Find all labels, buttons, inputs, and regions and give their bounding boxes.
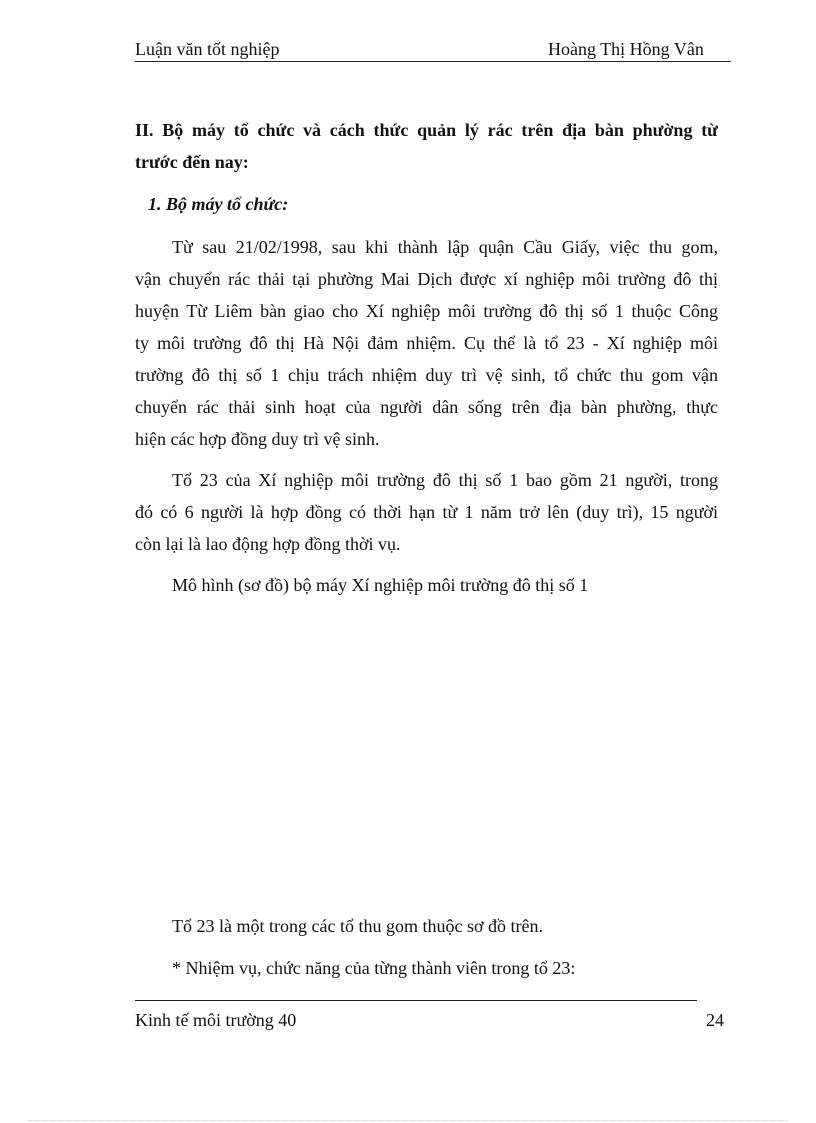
page-number: 24 [706, 1010, 724, 1030]
paragraph-3: Tổ 23 là một trong các tổ thu gom thuộc sơ đồ trên. [172, 916, 543, 936]
footer-course-label: Kinh tế môi trường 40 [135, 1010, 297, 1030]
paragraph-1-line-3: huyện Từ Liêm bàn giao cho Xí nghiệp môi trường đô thị số 1 thuộc Công [135, 301, 718, 321]
subheading-organization: 1. Bộ máy tổ chức: [148, 194, 289, 214]
paragraph-1-line-1: Từ sau 21/02/1998, sau khi thành lập quận Cầu Giấy, việc thu gom, [172, 237, 718, 257]
section-heading-line-2: trước đến nay: [135, 152, 249, 172]
footer-divider [135, 1000, 697, 1001]
header-author-name: Hoàng Thị Hồng Vân [548, 39, 704, 59]
paragraph-1-line-6: chuyển rác thải sinh hoạt của người dân sống trên địa bàn phường, thực [135, 397, 718, 417]
diagram-caption: Mô hình (sơ đồ) bộ máy Xí nghiệp môi trường đô thị số 1 [172, 575, 589, 595]
paragraph-1-line-5: trường đô thị số 1 chịu trách nhiệm duy trì vệ sinh, tổ chức thu gom vận [135, 365, 718, 385]
page-bottom-dotted-edge [28, 1120, 788, 1121]
paragraph-2-line-1: Tổ 23 của Xí nghiệp môi trường đô thị số 1 bao gồm 21 người, trong [172, 470, 718, 490]
header-thesis-label: Luận văn tốt nghiệp [135, 39, 280, 59]
header-divider [135, 61, 731, 62]
paragraph-1-line-7: hiện các hợp đồng duy trì vệ sinh. [135, 429, 380, 449]
paragraph-1-line-4: ty môi trường đô thị Hà Nội đảm nhiệm. Cụ thể là tổ 23 - Xí nghiệp môi [135, 333, 718, 353]
paragraph-1-line-2: vận chuyển rác thải tại phường Mai Dịch được xí nghiệp môi trường đô thị [135, 269, 718, 289]
section-heading-line-1: II. Bộ máy tổ chức và cách thức quản lý rác trên địa bàn phường từ [135, 120, 718, 140]
paragraph-2-line-3: còn lại là lao động hợp đồng thời vụ. [135, 534, 401, 554]
paragraph-2-line-2: đó có 6 người là hợp đồng có thời hạn từ 1 năm trở lên (duy trì), 15 người [135, 502, 718, 522]
paragraph-4: * Nhiệm vụ, chức năng của từng thành viên trong tổ 23: [172, 958, 576, 978]
